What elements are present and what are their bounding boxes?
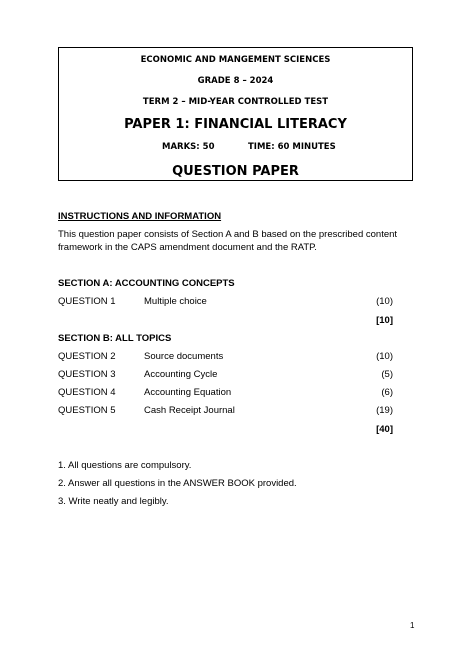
question-number: QUESTION 1 — [58, 296, 116, 307]
question-marks: (10) — [376, 296, 393, 307]
section-a-total: [10] — [376, 315, 393, 326]
question-topic: Cash Receipt Journal — [144, 405, 235, 416]
question-number: QUESTION 4 — [58, 387, 116, 398]
question-topic: Accounting Equation — [144, 387, 232, 398]
instructions-line-1: This question paper consists of Section A and B based on the prescribed content — [58, 229, 398, 240]
question-paper-label: QUESTION PAPER — [172, 164, 299, 179]
rule-3: 3. Write neatly and legibly. — [58, 496, 169, 507]
school-subject: ECONOMIC AND MANGEMENT SCIENCES — [140, 55, 331, 65]
instructions-heading: INSTRUCTIONS AND INFORMATION — [58, 211, 222, 222]
question-row — [58, 351, 393, 365]
page-number: 1 — [410, 621, 415, 630]
time-allowed: TIME: 60 MINUTES — [248, 142, 336, 152]
section-a-heading: SECTION A: ACCOUNTING CONCEPTS — [58, 278, 235, 289]
question-marks: (19) — [376, 405, 393, 416]
title-box — [58, 47, 413, 181]
question-marks: (10) — [376, 351, 393, 362]
section-b-total: [40] — [376, 424, 393, 435]
instructions-line-2: framework in the CAPS amendment document and the RATP. — [58, 242, 317, 253]
question-number: QUESTION 5 — [58, 405, 116, 416]
section-b-heading: SECTION B: ALL TOPICS — [58, 333, 172, 344]
total-marks: MARKS: 50 — [162, 142, 215, 152]
question-row — [58, 369, 393, 383]
question-marks: (5) — [381, 369, 393, 380]
question-row — [58, 405, 393, 419]
question-number: QUESTION 3 — [58, 369, 116, 380]
question-row — [58, 296, 393, 310]
grade-year: GRADE 8 – 2024 — [197, 76, 274, 86]
question-topic: Source documents — [144, 351, 224, 362]
rule-1: 1. All questions are compulsory. — [58, 460, 192, 471]
rule-2: 2. Answer all questions in the ANSWER BOOK provided. — [58, 478, 297, 489]
question-number: QUESTION 2 — [58, 351, 116, 362]
term-test: TERM 2 – MID-YEAR CONTROLLED TEST — [142, 97, 329, 107]
question-row — [58, 387, 393, 401]
question-topic: Multiple choice — [144, 296, 207, 307]
paper-title: PAPER 1: FINANCIAL LITERACY — [124, 117, 347, 132]
question-topic: Accounting Cycle — [144, 369, 218, 380]
question-marks: (6) — [381, 387, 393, 398]
